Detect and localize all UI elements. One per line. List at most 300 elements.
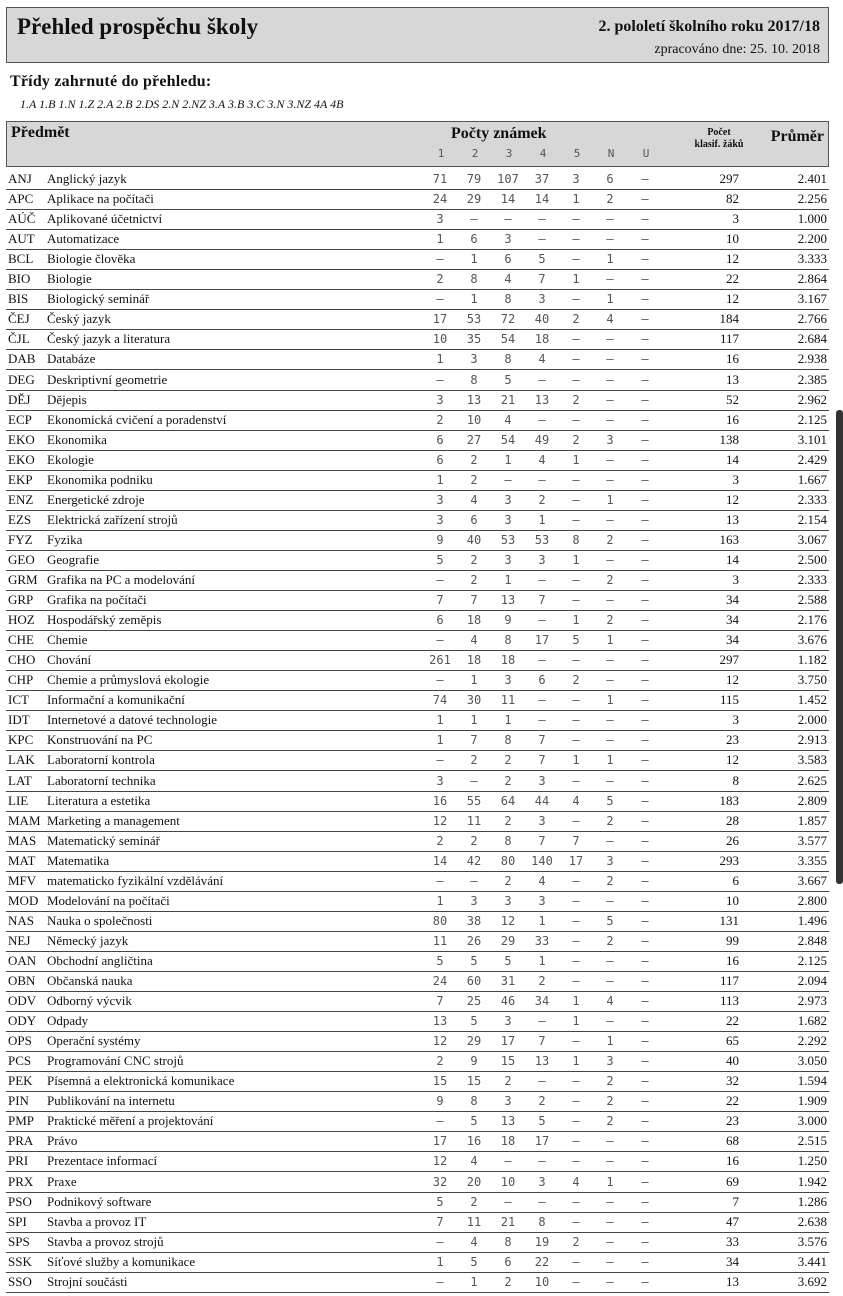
grade-count-1: 12 [432,813,448,828]
subject-code: EKO [8,451,35,467]
grade-count-2: 55 [466,793,482,808]
grade-count-4: – [538,1074,546,1089]
grade-count-5: – [572,1254,580,1269]
student-count: 22 [726,1093,739,1109]
grade-count-u: – [641,1134,649,1149]
table-row [6,1172,829,1193]
grade-count-5: – [572,1274,580,1289]
grade-count-1: 3 [436,492,444,507]
grade-count-2: 60 [466,974,482,988]
grade-count-4: – [538,232,546,247]
subject-code: PRI [8,1153,29,1169]
grade-count-4: 4 [538,873,546,888]
average-grade: 3.067 [797,531,827,547]
grade-count-n: – [606,552,614,567]
grade-count-1: 1 [436,893,444,908]
grade-count-u: – [641,833,649,848]
subject-code: DĚJ [8,391,31,407]
grade-count-3: 3 [504,232,512,247]
table-row [6,169,829,190]
student-count: 14 [726,451,739,467]
grade-count-2: 40 [466,532,482,547]
grade-count-4: 37 [534,172,550,186]
grade-count-3: 6 [504,1254,512,1269]
student-count: 32 [726,1073,739,1089]
table-row [6,1031,829,1052]
grade-count-n: 5 [606,913,614,928]
average-grade: 1.942 [797,1173,827,1189]
grade-count-2: 1 [470,713,478,728]
report-header [6,7,829,63]
average-grade: 1.594 [797,1073,827,1089]
grade-count-4: – [538,653,546,668]
grade-count-5: – [572,1074,580,1089]
subject-name: Odborný výcvik [47,993,132,1009]
grade-count-n: – [606,1154,614,1169]
grade-count-2: 2 [470,573,478,587]
grade-count-4: 1 [538,953,546,968]
grade-count-u: – [641,372,649,387]
subject-name: Biologický seminář [47,291,150,307]
average-grade: 1.909 [797,1093,827,1109]
grade-count-4: 6 [538,673,546,688]
subject-column-header: Předmět [11,124,70,141]
subject-name: Operační systémy [47,1033,141,1049]
grade-count-4: 22 [534,1254,550,1269]
grade-count-4: 3 [538,893,546,908]
table-row [6,229,829,250]
student-count: 117 [719,331,739,347]
grade-count-u: – [641,412,649,427]
average-grade: 2.864 [797,271,827,287]
table-row [6,309,829,330]
subject-code: CHO [8,652,36,668]
grade-count-1: 11 [432,933,448,948]
average-grade: 2.200 [797,231,827,247]
grade-count-n: – [606,673,614,688]
subject-code: ANJ [8,171,32,186]
grade-count-u: – [641,492,649,507]
subject-name: Grafika na počítači [47,592,147,608]
grade-count-u: – [641,573,649,587]
subject-code: IDT [8,712,30,728]
grade-count-3: 5 [504,953,512,968]
subject-name: Elektrická zařízení strojů [47,511,178,527]
grade-count-2: 3 [470,893,478,908]
average-grade: 2.938 [797,351,827,367]
subject-name: Ekonomická cvičení a poradenství [47,411,227,427]
grade-count-4: – [538,1194,546,1209]
grade-count-1: 9 [436,1094,444,1109]
average-grade: 2.292 [797,1033,827,1049]
student-count: 16 [726,411,739,427]
student-count: 23 [726,1113,739,1129]
subject-name: Síťové služby a komunikace [47,1253,196,1269]
table-row [6,911,829,932]
grade-header-5: 5 [573,147,581,160]
student-count: 16 [726,952,739,968]
subject-name: Biologie [47,271,92,287]
grade-count-2: 1 [470,252,478,267]
table-row [6,1212,829,1233]
average-grade: 2.429 [797,451,827,467]
grade-count-5: 17 [568,853,584,868]
subject-code: MFV [8,872,37,888]
grade-count-5: – [572,974,580,988]
subject-name: Chemie [47,632,88,648]
grade-count-n: 2 [606,933,614,948]
table-row [6,831,829,852]
average-grade: 2.176 [797,612,827,628]
table-row [6,590,829,611]
grade-count-3: 31 [500,974,516,988]
subject-name: Modelování na počítači [47,892,170,908]
grade-count-n: – [606,1134,614,1149]
classes-list: 1.A 1.B 1.N 1.Z 2.A 2.B 2.DS 2.N 2.NZ 3.A 3.B 3.C 3.N 3.NZ 4A 4B [20,97,344,111]
subject-code: DEG [8,371,35,387]
grade-count-1: 7 [436,994,444,1009]
grade-count-4: 53 [534,532,550,547]
grade-count-2: 42 [466,853,482,868]
subject-code: PIN [8,1093,29,1109]
table-row [6,730,829,751]
grade-count-3: 3 [504,893,512,908]
grade-count-1: 1 [436,1254,444,1269]
table-row [6,871,829,892]
average-grade: 1.000 [797,211,827,227]
grade-count-2: 18 [466,613,482,628]
average-grade: 2.809 [797,792,827,808]
grade-count-u: – [641,1094,649,1109]
grade-count-u: – [641,472,649,487]
grade-count-u: – [641,813,649,828]
table-row [6,510,829,531]
grade-count-2: 1 [470,673,478,688]
subject-code: PMP [8,1113,35,1129]
grade-count-u: – [641,913,649,928]
table-row [6,771,829,792]
processed-date: zpracováno dne: 25. 10. 2018 [654,42,820,57]
grade-count-5: 1 [572,1014,580,1029]
scrollbar[interactable] [836,410,843,884]
grade-count-1: 17 [432,312,448,327]
grade-count-4: – [538,412,546,427]
subject-name: Podnikový software [47,1193,152,1209]
grade-count-4: 2 [538,1094,546,1109]
subject-name: Geografie [47,551,99,567]
student-count: 3 [732,712,739,728]
grade-count-u: – [641,633,649,648]
subject-code: AUT [8,231,35,247]
grade-count-3: 3 [504,1014,512,1029]
table-row [6,851,829,872]
subject-name: Strojní součásti [47,1273,128,1289]
grade-count-5: – [572,212,580,227]
grade-count-u: – [641,312,649,327]
grade-count-n: 1 [606,633,614,648]
table-row [6,1232,829,1253]
subject-code: ČEJ [8,311,30,327]
grade-count-5: – [572,733,580,748]
table-row [6,550,829,571]
grade-count-5: 7 [572,833,580,848]
grade-count-5: 3 [572,172,580,186]
grade-count-n: – [606,1014,614,1029]
grade-count-n: 3 [606,853,614,868]
grade-count-3: 17 [500,1034,516,1049]
grade-count-5: – [572,573,580,587]
grade-count-u: – [641,552,649,567]
grade-count-4: 14 [534,192,550,207]
grade-count-5: 5 [572,633,580,648]
grade-count-4: 8 [538,1214,546,1229]
subject-code: KPC [8,732,34,748]
grade-count-5: 2 [572,673,580,688]
table-row [6,951,829,972]
subject-name: Ekonomika podniku [47,471,153,487]
average-grade: 2.800 [797,892,827,908]
grade-count-2: 4 [470,1154,478,1169]
student-count: 163 [719,531,739,547]
grade-count-1: 74 [432,693,448,708]
grade-count-1: 5 [436,1194,444,1209]
subject-code: CHE [8,632,34,648]
student-count: 16 [726,351,739,367]
grade-count-4: 3 [538,813,546,828]
grade-count-5: – [572,232,580,247]
grade-count-3: 1 [504,713,512,728]
subject-code: BIO [8,271,31,287]
subject-code: MAT [8,852,36,868]
table-row [6,530,829,551]
average-grade: 2.256 [797,191,827,207]
grade-count-n: 3 [606,432,614,447]
average-grade: 2.515 [797,1133,827,1149]
grade-count-4: – [538,1014,546,1029]
average-grade: 3.576 [797,1233,827,1249]
grade-count-u: – [641,1214,649,1229]
grade-count-u: – [641,1194,649,1209]
subject-code: NEJ [8,932,31,948]
grade-count-3: 54 [500,332,516,347]
grade-count-5: – [572,1094,580,1109]
grade-count-3: 3 [504,512,512,527]
grade-count-2: 30 [466,693,482,708]
grade-count-2: 1 [470,292,478,307]
grade-count-u: – [641,292,649,307]
grade-count-u: – [641,933,649,948]
grade-count-5: – [572,933,580,948]
grade-count-2: 11 [466,1214,482,1229]
grade-count-2: 25 [466,994,482,1009]
grade-count-n: 2 [606,613,614,628]
grade-count-3: 12 [500,913,516,928]
grade-count-3: 8 [504,633,512,648]
grade-count-u: – [641,232,649,247]
table-row [6,610,829,631]
grade-count-5: – [572,1134,580,1149]
table-row [6,390,829,411]
grade-count-2: 6 [470,512,478,527]
grade-count-n: – [606,773,614,788]
grade-count-5: – [572,332,580,347]
grade-count-3: 2 [504,1274,512,1289]
grade-count-2: 7 [470,733,478,748]
grade-count-5: 1 [572,994,580,1009]
student-count: 99 [726,932,739,948]
grade-count-3: 10 [500,1174,516,1189]
grade-count-u: – [641,1254,649,1269]
grade-count-u: – [641,1074,649,1089]
grade-count-1: 9 [436,532,444,547]
grade-count-u: – [641,452,649,467]
grade-count-n: – [606,733,614,748]
table-row [6,791,829,812]
grade-count-5: 4 [572,1174,580,1189]
grade-count-n: 2 [606,573,614,587]
subject-name: Český jazyk [47,311,111,327]
subject-code: ODY [8,1013,37,1029]
grade-count-2: 8 [470,272,478,287]
grade-count-1: 13 [432,1014,448,1029]
grade-count-u: – [641,974,649,988]
subject-name: Grafika na PC a modelování [47,572,196,587]
grade-count-5: – [572,252,580,267]
student-count: 12 [726,291,739,307]
grade-count-5: 1 [572,753,580,768]
grade-count-u: – [641,252,649,267]
table-row [6,470,829,491]
grade-count-4: 7 [538,733,546,748]
subject-code: BIS [8,291,29,307]
grade-count-1: 2 [436,833,444,848]
average-grade: 2.000 [797,712,827,728]
grade-count-n: 1 [606,1034,614,1049]
student-count: 23 [726,732,739,748]
average-grade: 2.962 [797,391,827,407]
grade-count-n: 5 [606,793,614,808]
grade-count-n: – [606,1274,614,1289]
grade-count-1: 3 [436,773,444,788]
average-grade: 3.577 [797,832,827,848]
grade-count-n: – [606,512,614,527]
average-grade: 3.167 [797,291,827,307]
table-header [6,121,829,167]
subject-name: Automatizace [47,231,120,247]
grade-count-u: – [641,733,649,748]
average-grade: 1.182 [797,652,827,668]
student-count: 138 [719,431,739,447]
grade-header-n: N [607,147,615,160]
grade-count-5: – [572,813,580,828]
subject-code: AÚČ [8,211,36,227]
subject-name: Nauka o společnosti [47,912,153,928]
average-grade: 1.286 [797,1193,827,1209]
subject-name: Ekonomika [47,431,107,447]
subject-name: Praktické měření a projektování [47,1113,214,1129]
subject-code: PCS [8,1053,32,1069]
grade-count-3: 21 [500,1214,516,1229]
grade-count-1: 2 [436,412,444,427]
grades-column-header: Počty známek [451,125,547,142]
grade-count-1: – [436,1234,444,1249]
grade-count-4: 10 [534,1274,550,1289]
grade-count-4: – [538,573,546,587]
grade-count-1: – [436,633,444,648]
grade-count-n: 6 [606,172,614,186]
student-count: 3 [732,471,739,487]
subject-name: Matematika [47,852,110,868]
grade-count-2: 20 [466,1174,482,1189]
grade-count-2: 16 [466,1134,482,1149]
average-grade: 2.848 [797,932,827,948]
student-count: 34 [726,612,739,628]
table-row [6,971,829,992]
grade-count-u: – [641,392,649,407]
grade-count-3: 4 [504,412,512,427]
average-column-header: Průměr [770,128,824,145]
grade-count-3: 5 [504,372,512,387]
table-row [6,209,829,230]
school-period: 2. pololetí školního roku 2017/18 [598,18,820,35]
table-row [6,329,829,350]
table-row [6,370,829,391]
grade-count-2: 2 [470,452,478,467]
grade-count-5: – [572,472,580,487]
grade-count-2: 5 [470,953,478,968]
grade-count-n: – [606,713,614,728]
student-count: 7 [732,1193,739,1209]
grade-count-3: 14 [500,192,516,207]
grade-count-1: 71 [432,172,448,186]
grade-count-4: – [538,372,546,387]
grade-count-4: – [538,713,546,728]
subject-name: Laboratorní kontrola [47,752,155,768]
grade-count-2: 29 [466,1034,482,1049]
subject-code: GRP [8,592,34,608]
subject-code: CHP [8,672,34,688]
grade-count-5: – [572,913,580,928]
table-row [6,1192,829,1213]
grade-count-u: – [641,512,649,527]
grade-count-3: 80 [500,853,516,868]
student-count: 115 [719,692,739,708]
subject-name: Energetické zdroje [47,491,145,507]
student-count: 183 [719,792,739,808]
grade-count-2: 3 [470,352,478,367]
grade-count-4: 4 [538,352,546,367]
grade-count-5: – [572,953,580,968]
grade-count-3: 46 [500,994,516,1009]
grade-count-5: – [572,1114,580,1129]
grade-count-3: 18 [500,1134,516,1149]
grade-count-1: 6 [436,432,444,447]
subject-name: Deskriptivní geometrie [47,371,168,387]
average-grade: 1.452 [797,692,827,708]
grade-count-4: 44 [534,793,550,808]
grade-count-3: 53 [500,532,516,547]
average-grade: 3.050 [797,1053,827,1069]
table-row [6,570,829,591]
average-grade: 2.094 [797,973,827,988]
grade-count-2: 8 [470,1094,478,1109]
table-row [6,991,829,1012]
average-grade: 2.385 [797,371,827,387]
grade-count-u: – [641,653,649,668]
student-count: 8 [732,772,739,788]
table-row [6,931,829,952]
student-count: 10 [726,231,739,247]
